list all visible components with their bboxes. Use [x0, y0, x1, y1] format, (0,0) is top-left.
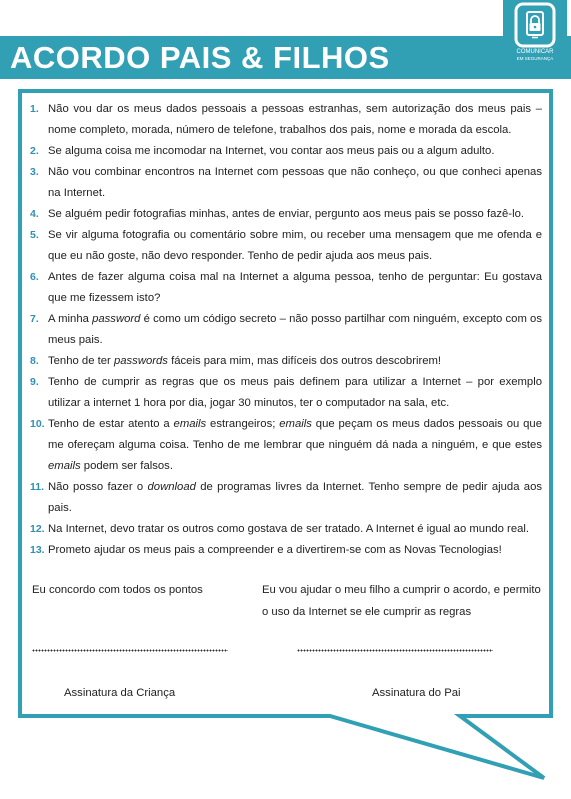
- list-item: [30, 225, 542, 267]
- item-text-emphasis: passwords: [113, 355, 168, 367]
- list-item: [30, 372, 542, 414]
- item-text-segment: que peçam os meus dados pessoais ou que me ofereçam alguma coisa. Tenho de me lembrar que ninguém dá nada a ninguém, e que estes: [48, 418, 542, 451]
- item-number: 6.: [30, 271, 39, 283]
- item-number: 8.: [30, 355, 39, 367]
- item-text-segment: Não posso fazer o: [48, 481, 148, 493]
- item-text: [48, 145, 494, 157]
- item-text: [48, 481, 542, 514]
- item-text-segment: é como um código secreto – não posso partilhar com ninguém, excepto com os meus pais.: [48, 313, 542, 346]
- list-item: [30, 540, 542, 561]
- item-text-segment: Se alguém pedir fotografias minhas, antes de enviar, pergunto aos meus pais se posso fazê-lo.: [48, 208, 525, 220]
- item-text-segment: Tenho de cumprir as regras que os meus pais definem para utilizar a Internet – por exemplo utilizar a internet 1 hora por dia, jogar 30 minutos, ter o computador na sala, etc.: [48, 376, 542, 409]
- item-text-segment: Se vir alguma fotografia ou comentário sobre mim, ou receber uma mensagem que me ofenda e que eu não goste, não devo responder. Tenho de pedir ajuda aos meus pais.: [48, 229, 542, 262]
- item-number: 4.: [30, 208, 39, 220]
- item-text-emphasis: emails: [48, 460, 81, 472]
- list-item: [30, 141, 542, 162]
- item-number: 11.: [30, 481, 45, 493]
- logo-text-line1: COMUNICAR: [516, 49, 554, 55]
- item-text-segment: estrangeiros;: [206, 418, 280, 430]
- list-item: [30, 204, 542, 225]
- list-item: [30, 267, 542, 309]
- list-item: [30, 414, 542, 477]
- item-text-segment: de programas livres da Internet. Tenho sempre de pedir ajuda aos pais.: [48, 481, 543, 514]
- list-item: [30, 99, 542, 141]
- parent-agreement-text: Eu vou ajudar o meu filho a cumprir o acordo, e permito o uso da Internet se ele cumprir as regras: [262, 584, 541, 618]
- list-item: [30, 477, 542, 519]
- item-number: 3.: [30, 166, 39, 178]
- item-text-segment: Se alguma coisa me incomodar na Internet, vou contar aos meus pais ou a algum adulto.: [48, 145, 495, 157]
- item-text: [48, 418, 542, 472]
- item-text: [48, 313, 542, 346]
- child-signature-label: Assinatura da Criança: [64, 687, 176, 699]
- item-text: [48, 544, 502, 556]
- rules-list: [30, 99, 542, 561]
- item-number: 13.: [30, 544, 45, 556]
- item-text: [48, 208, 524, 220]
- item-text-emphasis: password: [92, 313, 141, 325]
- item-text: [48, 229, 542, 262]
- item-text: [48, 103, 542, 136]
- item-text-segment: Tenho de estar atento a: [48, 418, 174, 430]
- item-text-segment: Não vou dar os meus dados pessoais a pessoas estranhas, sem autorização dos meus pais – nome completo, morada, número de telefone, trabalhos dos pais, nome e morada da escola.: [48, 103, 542, 136]
- item-text-emphasis: download: [147, 481, 196, 493]
- list-item: [30, 519, 542, 540]
- parent-signature-line[interactable]: [297, 649, 493, 652]
- child-signature-line[interactable]: [32, 649, 228, 652]
- item-number: 5.: [30, 229, 39, 241]
- item-text-segment: Não vou combinar encontros na Internet com pessoas que não conheço, ou que conheci apenas na Internet.: [48, 166, 542, 199]
- item-text-segment: Antes de fazer alguma coisa mal na Internet a alguma pessoa, tenho de perguntar: Eu gostava que me fizessem isto?: [48, 271, 542, 304]
- parent-signature-label: Assinatura do Pai: [372, 687, 461, 699]
- item-text: [48, 166, 542, 199]
- logo-text-line2: EM SEGURANÇA: [516, 56, 554, 61]
- list-item: [30, 162, 542, 204]
- item-text-emphasis: emails: [173, 418, 207, 430]
- item-number: 2.: [30, 145, 39, 157]
- item-text: [48, 271, 542, 304]
- item-text: [48, 355, 441, 367]
- item-number: 7.: [30, 313, 39, 325]
- item-text-segment: Na Internet, devo tratar os outros como gostava de ser tratado. A Internet é igual ao mundo real.: [48, 523, 530, 535]
- child-agreement-text: Eu concordo com todos os pontos: [32, 584, 203, 596]
- item-text-segment: podem ser falsos.: [80, 460, 173, 472]
- item-number: 12.: [30, 523, 45, 535]
- list-item: [30, 309, 542, 351]
- item-text-emphasis: emails: [279, 418, 312, 430]
- item-number: 9.: [30, 376, 39, 388]
- item-text-segment: A minha: [48, 313, 93, 325]
- item-text: [48, 523, 529, 535]
- item-text-segment: fáceis para mim, mas difíceis dos outros descobrirem!: [167, 355, 442, 367]
- item-number: 10.: [30, 418, 45, 430]
- item-number: 1.: [30, 103, 39, 115]
- item-text: [48, 376, 542, 409]
- item-text-segment: Tenho de ter: [48, 355, 114, 367]
- item-text-segment: Prometo ajudar os meus pais a compreender e a divertirem-se com as Novas Tecnologias!: [48, 544, 502, 556]
- page-title: ACORDO PAIS & FILHOS: [10, 40, 390, 75]
- list-item: [30, 351, 542, 372]
